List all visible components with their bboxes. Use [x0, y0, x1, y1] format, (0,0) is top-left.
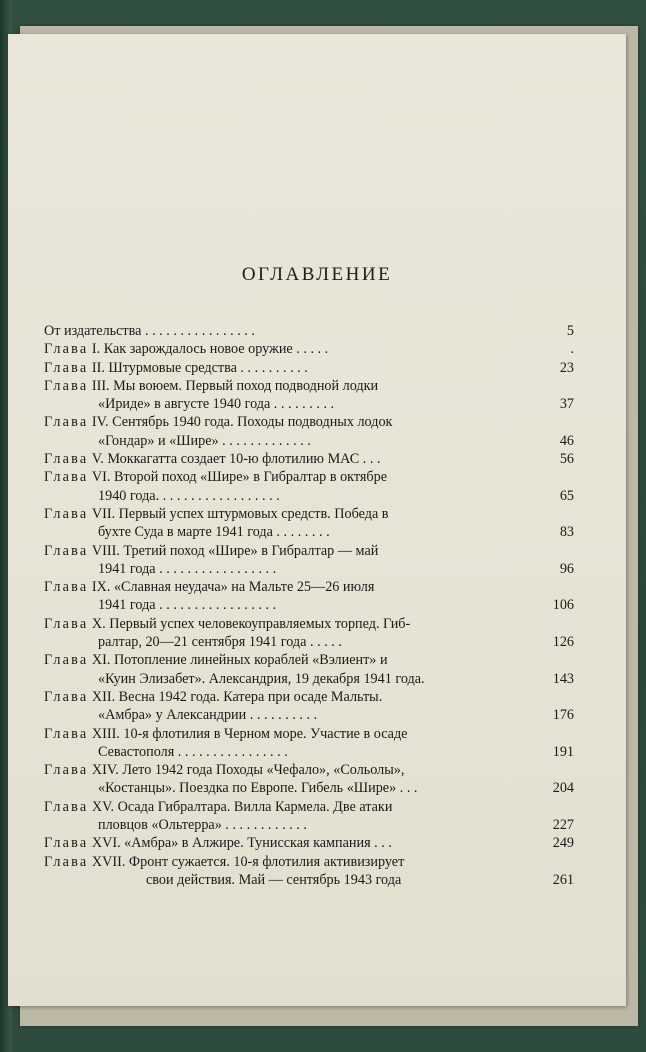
toc-entry-title	[44, 377, 574, 395]
toc-page-number: 65	[559, 487, 574, 504]
toc-entry-text: XVII. Фронт сужается. 10-я флотилия активизирует	[91, 853, 405, 870]
page-title: ОГЛАВЛЕНИЕ	[241, 264, 393, 285]
toc-entry-prefix: Глава	[44, 469, 89, 486]
toc-entry-text: II. Штурмовые средства . . . . . . . . . .	[91, 359, 308, 376]
toc-entry-title	[44, 450, 574, 468]
toc-entry-continuation	[44, 523, 574, 541]
toc-entry	[44, 377, 574, 414]
toc-entry	[44, 578, 574, 615]
toc-entry-title	[44, 798, 574, 816]
table-of-contents	[44, 322, 574, 889]
toc-entry-title	[44, 651, 574, 669]
toc-entry	[44, 340, 574, 358]
toc-entry	[44, 359, 574, 377]
toc-page-number: 23	[559, 359, 574, 376]
toc-entry-text: ралтар, 20—21 сентября 1941 года . . . . .	[98, 634, 342, 651]
toc-entry-continuation	[44, 871, 574, 889]
toc-page-number: 37	[559, 396, 574, 413]
toc-entry	[44, 322, 574, 340]
toc-entry	[44, 505, 574, 542]
toc-entry-continuation	[44, 816, 574, 834]
toc-page-number: 56	[559, 451, 574, 468]
toc-entry-prefix: Глава	[44, 341, 89, 358]
toc-entry-prefix: Глава	[44, 853, 89, 870]
toc-entry-prefix: Глава	[44, 359, 89, 376]
toc-page-number: 5	[566, 323, 574, 339]
toc-entry-text: 1941 года . . . . . . . . . . . . . . . . .	[98, 597, 277, 614]
toc-entry-prefix: Глава	[44, 615, 89, 632]
toc-entry-prefix: Глава	[44, 835, 89, 852]
toc-entry-text: XVI. «Амбра» в Алжире. Тунисская кампания . . .	[91, 835, 392, 852]
toc-entry-text: «Костанцы». Поездка по Европе. Гибель «Шире» . . .	[98, 780, 418, 797]
toc-entry-prefix: Глава	[44, 542, 89, 559]
toc-entry-title	[44, 505, 574, 523]
toc-entry-text: XIV. Лето 1942 года Походы «Чефало», «Сольолы»,	[91, 762, 405, 779]
toc-entry-prefix: Глава	[44, 414, 89, 431]
toc-entry-prefix: Глава	[44, 377, 89, 394]
toc-entry-prefix: Глава	[44, 652, 89, 669]
toc-entry-prefix: Глава	[44, 688, 89, 705]
toc-page-number: 227	[552, 817, 574, 834]
toc-entry-prefix: Глава	[44, 725, 89, 742]
toc-entry-text: «Ириде» в августе 1940 года . . . . . . . . .	[98, 396, 335, 413]
toc-entry-continuation	[44, 560, 574, 578]
toc-entry-text: XV. Осада Гибралтара. Вилла Кармела. Две атаки	[91, 798, 393, 815]
toc-page-number: .	[570, 341, 574, 358]
toc-entry	[44, 413, 574, 450]
page	[8, 34, 626, 1006]
toc-page-number: 176	[552, 707, 574, 724]
toc-entry-continuation	[44, 743, 574, 761]
toc-entry-text: свои действия. Май — сентябрь 1943 года	[146, 871, 402, 888]
toc-entry-text: V. Моккагатта создает 10-ю флотилию МАС . . .	[91, 451, 381, 468]
toc-page-number: 126	[552, 634, 574, 651]
toc-page-number: 106	[552, 597, 574, 614]
toc-entry-text: VII. Первый успех штурмовых средств. Победа в	[91, 505, 389, 522]
toc-entry-text: «Куин Элизабет». Александрия, 19 декабря 1941 года.	[98, 670, 425, 687]
toc-entry-text: бухте Суда в марте 1941 года . . . . . . . .	[98, 524, 330, 541]
toc-entry-text: XIII. 10-я флотилия в Черном море. Участие в осаде	[91, 725, 408, 742]
toc-entry	[44, 688, 574, 725]
toc-entry-continuation	[44, 779, 574, 797]
toc-page-number: 191	[552, 743, 574, 760]
toc-entry-prefix: Глава	[44, 579, 89, 596]
toc-entry-text: XII. Весна 1942 года. Катера при осаде Мальты.	[91, 688, 383, 705]
toc-entry-title	[44, 359, 574, 377]
toc-entry-text: От издательства . . . . . . . . . . . . . . . .	[44, 323, 255, 339]
toc-page-number: 204	[552, 780, 574, 797]
toc-entry-title	[44, 725, 574, 743]
toc-page-number: 261	[552, 871, 574, 888]
toc-entry-continuation	[44, 596, 574, 614]
toc-entry-title	[44, 322, 574, 340]
toc-entry-title	[44, 615, 574, 633]
toc-entry-text: III. Мы воюем. Первый поход подводной лодки	[91, 377, 379, 394]
toc-page-number: 143	[552, 670, 574, 687]
toc-entry-title	[44, 542, 574, 560]
toc-entry	[44, 761, 574, 798]
toc-entry-continuation	[44, 633, 574, 651]
toc-entry-text: 1940 года. . . . . . . . . . . . . . . . . .	[98, 487, 280, 504]
toc-entry	[44, 542, 574, 579]
toc-entry-text: «Гондар» и «Шире» . . . . . . . . . . . . .	[98, 432, 311, 449]
toc-entry-continuation	[44, 706, 574, 724]
toc-entry-continuation	[44, 432, 574, 450]
toc-entry-title	[44, 761, 574, 779]
toc-entry-text: IV. Сентябрь 1940 года. Походы подводных лодок	[91, 414, 393, 431]
toc-entry-text: Севастополя . . . . . . . . . . . . . . . .	[98, 743, 288, 760]
toc-entry-title	[44, 340, 574, 358]
toc-entry-text: XI. Потопление линейных кораблей «Вэлиент» и	[91, 652, 388, 669]
toc-entry-text: VI. Второй поход «Шире» в Гибралтар в октябре	[91, 469, 388, 486]
toc-entry	[44, 725, 574, 762]
toc-entry-text: VIII. Третий поход «Шире» в Гибралтар — май	[91, 542, 379, 559]
toc-entry	[44, 450, 574, 468]
toc-entry-prefix: Глава	[44, 798, 89, 815]
toc-entry-title	[44, 688, 574, 706]
toc-entry-title	[44, 413, 574, 431]
toc-entry-prefix: Глава	[44, 762, 89, 779]
toc-entry	[44, 615, 574, 652]
toc-entry-prefix: Глава	[44, 505, 89, 522]
toc-entry-text: пловцов «Ольтерра» . . . . . . . . . . . .	[98, 817, 307, 834]
toc-entry	[44, 651, 574, 688]
toc-entry	[44, 468, 574, 505]
toc-entry-prefix: Глава	[44, 451, 89, 468]
toc-page-number: 46	[559, 432, 574, 449]
toc-entry-text: 1941 года . . . . . . . . . . . . . . . . .	[98, 560, 277, 577]
toc-page-number: 83	[559, 524, 574, 541]
toc-entry	[44, 834, 574, 852]
toc-entry-title	[44, 834, 574, 852]
toc-entry-continuation	[44, 395, 574, 413]
toc-entry	[44, 853, 574, 890]
toc-entry-text: X. Первый успех человекоуправляемых торпед. Гиб-	[91, 615, 411, 632]
toc-entry-continuation	[44, 670, 574, 688]
toc-entry-continuation	[44, 487, 574, 505]
toc-entry-text: I. Как зарождалось новое оружие . . . . .	[91, 341, 329, 358]
toc-page-number: 249	[552, 835, 574, 852]
toc-page-number: 96	[559, 560, 574, 577]
toc-entry	[44, 798, 574, 835]
toc-entry-text: «Амбра» у Александрии . . . . . . . . . .	[98, 707, 318, 724]
toc-entry-title	[44, 468, 574, 486]
toc-entry-text: IX. «Славная неудача» на Мальте 25—26 июля	[91, 579, 375, 596]
toc-entry-title	[44, 578, 574, 596]
toc-entry-title	[44, 853, 574, 871]
